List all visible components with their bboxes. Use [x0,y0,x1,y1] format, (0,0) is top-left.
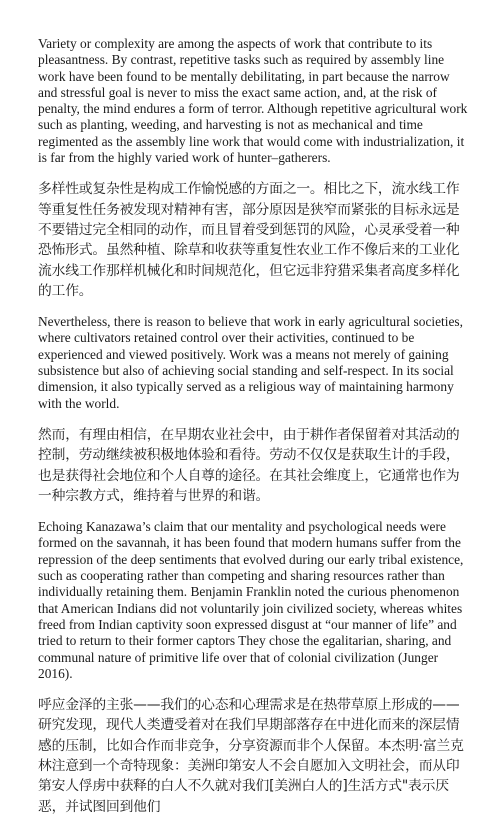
paragraph-english-early-agriculture: Nevertheless, there is reason to believe that work in early agricultural societies, where cultivators retained control over their activities, continued to be experienced and viewed positively. Work was a means not merely of gaining subsistence but also of achieving social standing and self-respect. In its social dimension, it also typically served as a religious way of maintaining harmony with the world. [38,314,463,411]
paragraph-chinese-early-agriculture: 然而，有理由相信，在早期农业社会中，由于耕作者保留着对其活动的控制，劳动继续被积极地体验和看待。劳动不仅仅是获取生计的手段，也是获得社会地位和个人自尊的途径。在其社会维度上，它通常也作为一种宗教方式，维持着与世界的和谐。 [38,426,460,504]
paragraph-english-kanazawa: Echoing Kanazawa’s claim that our mentality and psychological needs were formed on the savannah, it has been found that modern humans suffer from the repression of the deep sentiments that evolved during our early tribal existence, such as cooperating rather than competing and sharing resources rather than individually retaining them. Benjamin Franklin noted the curious phenomenon that American Indians did not voluntarily join civilized society, whereas whites freed from Indian captivity soon expressed disgust at “our manner of life” and tried to return to their former captors They chose the egalitarian, sharing, and communal nature of primitive life over that of colonial civilization (Junger 2016). [38,519,464,681]
paragraph-chinese-variety: 多样性或复杂性是构成工作愉悦感的方面之一。相比之下，流水线工作等重复性任务被发现对精神有害，部分原因是狭窄而紧张的目标永远是不要错过完全相同的动作，而且冒着受到惩罚的风险，心灵承受着一种恐怖形式。虽然种植、除草和收获等重复性农业工作不像后来的工业化流水线工作那样机械化和时间规范化，但它远非狩猎采集者高度多样化的工作。 [38,181,460,299]
document-page [38,36,470,817]
paragraph-english-variety: Variety or complexity are among the aspects of work that contribute to its pleasantness. By contrast, repetitive tasks such as required by assembly line work have been found to be mentally debilitating, in part because the narrow and stressful goal is never to miss the exact same action, and, at the risk of penalty, the mind endures a form of terror. Although repetitive agricultural work such as planting, weeding, and harvesting is not as mechanical and time regimented as the assembly line work that would come with industrialization, it is far from the highly varied work of hunter–gatherers. [38,36,468,166]
paragraph-chinese-kanazawa: 呼应金泽的主张——我们的心态和心理需求是在热带草原上形成的——研究发现，现代人类遭受着对在我们早期部落存在中进化而来的深层情感的压制，比如合作而非竞争，分享资源而非个人保留。本杰明·富兰克林注意到一个奇特现象：美洲印第安人不会自愿加入文明社会，而从印第安人俘虏中获释的白人不久就对我们[美洲白人的]生活方式"表示厌恶，并试图回到他们 [38,697,464,815]
